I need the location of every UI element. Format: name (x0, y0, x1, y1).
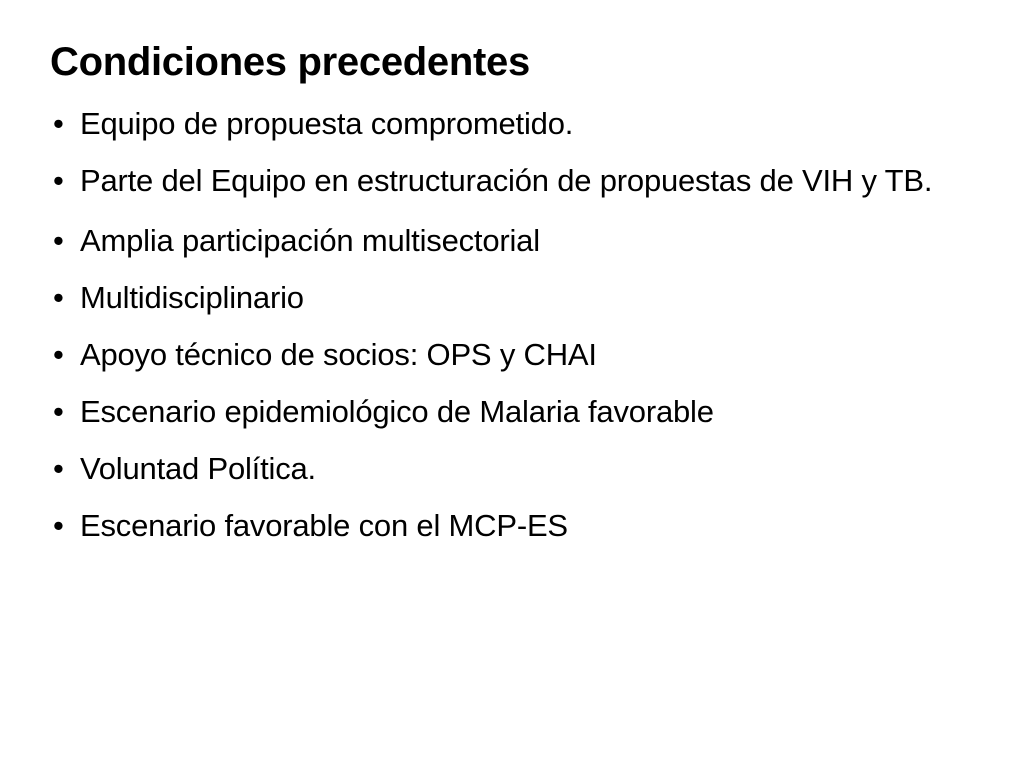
bullet-icon: • (53, 280, 64, 315)
bullet-text: Escenario epidemiológico de Malaria favorable (80, 394, 714, 429)
bullet-icon: • (53, 163, 64, 198)
bullet-item (50, 392, 950, 432)
bullet-item (50, 278, 950, 318)
bullet-icon: • (53, 451, 64, 486)
bullet-icon: • (53, 223, 64, 258)
bullet-icon: • (53, 106, 64, 141)
bullet-icon: • (53, 394, 64, 429)
bullet-icon: • (53, 508, 64, 543)
bullet-text: Multidisciplinario (80, 280, 304, 315)
bullet-item (50, 161, 950, 201)
bullet-icon: • (53, 337, 64, 372)
bullet-text: Escenario favorable con el MCP-ES (80, 508, 568, 543)
bullet-text: Parte del Equipo en estructuración de propuestas de VIH y TB. (80, 163, 933, 198)
bullet-item (50, 104, 950, 144)
bullet-text: Apoyo técnico de socios: OPS y CHAI (80, 337, 597, 372)
bullet-item (50, 506, 950, 546)
bullet-item (50, 221, 950, 261)
slide-title: Condiciones precedentes (50, 40, 530, 84)
bullet-item (50, 449, 950, 489)
bullet-text: Voluntad Política. (80, 451, 316, 486)
bullet-text: Equipo de propuesta comprometido. (80, 106, 574, 141)
bullet-item (50, 335, 950, 375)
bullet-text: Amplia participación multisectorial (80, 223, 540, 258)
bullet-list (50, 104, 950, 563)
